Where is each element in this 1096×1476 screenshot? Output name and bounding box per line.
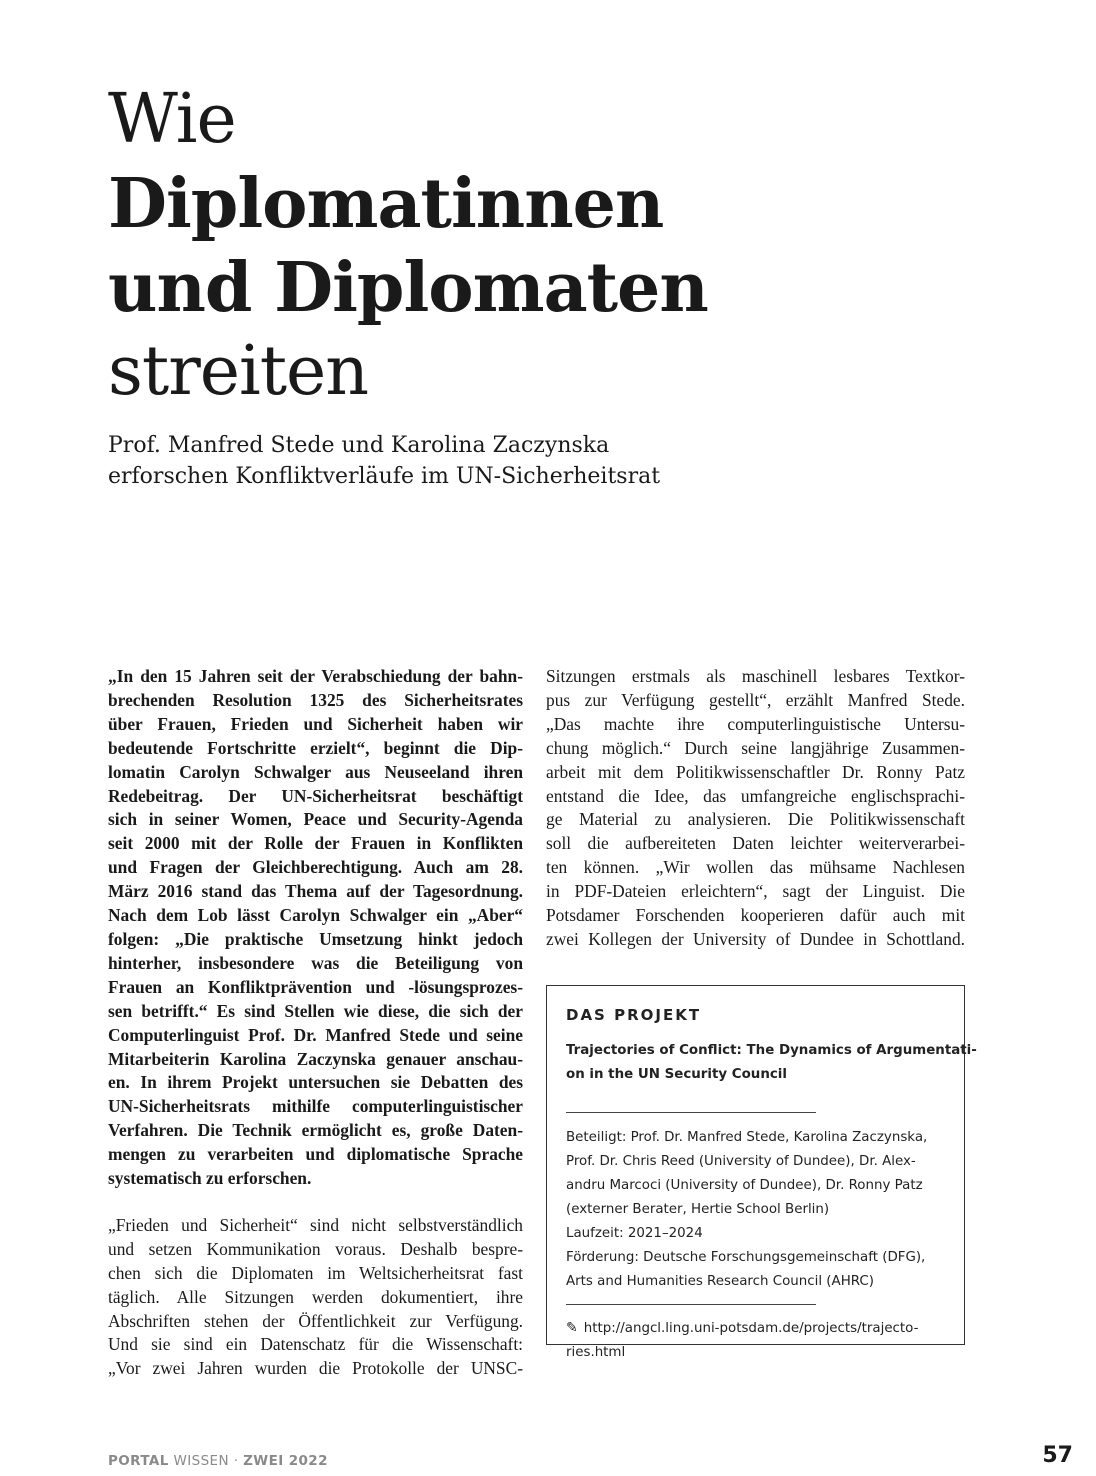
project-link-line[interactable]: ries.html bbox=[566, 1345, 626, 1360]
project-detail-line: Arts and Humanities Research Council (AHRC) bbox=[566, 1274, 874, 1289]
body-line: soll die aufbereiteten Daten leichter weiterverarbei- bbox=[546, 833, 965, 854]
body-line: pus zur Verfügung gestellt“, erzählt Manfred Stede. bbox=[546, 689, 965, 710]
body-line: ge Material zu analysieren. Die Politikwissenschaft bbox=[546, 809, 965, 830]
subtitle-line: erforschen Konfliktverläufe im UN-Sicherheitsrat bbox=[108, 464, 661, 489]
title-line: Wie bbox=[108, 80, 236, 159]
lead-line: Frauen an Konfliktprävention und -lösungsprozes- bbox=[108, 976, 523, 997]
article-title bbox=[108, 78, 708, 414]
project-details bbox=[566, 1126, 927, 1294]
body-line: Sitzungen erstmals als maschinell lesbares Textkor- bbox=[546, 666, 965, 686]
project-link-line[interactable] bbox=[566, 1316, 918, 1341]
project-detail-line: Förderung: Deutsche Forschungsgemeinschaft (DFG), bbox=[566, 1250, 926, 1265]
title-line: streiten bbox=[108, 332, 369, 411]
footer-section: WISSEN bbox=[173, 1453, 229, 1469]
lead-line: sich in seiner Women, Peace und Security-Agenda bbox=[108, 809, 523, 830]
lead-line: lomatin Carolyn Schwalger aus Neuseeland ihren bbox=[108, 761, 523, 782]
lead-line: UN-Sicherheitsrats mithilfe computerlinguistischer bbox=[108, 1096, 523, 1117]
project-title-line: Trajectories of Conflict: The Dynamics of Argumentati- bbox=[566, 1043, 977, 1058]
lead-line: „In den 15 Jahren seit der Verabschiedung der bahn- bbox=[108, 666, 523, 686]
body-line: entstand die Idee, das umfangreiche englischsprachi- bbox=[546, 785, 965, 806]
body-line: ten können. „Wir wollen das mühsame Nachlesen bbox=[546, 857, 965, 878]
lead-line: brechenden Resolution 1325 des Sicherheitsrates bbox=[108, 689, 523, 710]
body-line: Potsdamer Forschenden kooperieren dafür auch mit bbox=[546, 905, 965, 926]
footer-separator: · bbox=[233, 1453, 239, 1469]
title-line: und Diplomaten bbox=[108, 248, 708, 328]
footer-issue: ZWEI 2022 bbox=[243, 1453, 328, 1469]
project-title bbox=[566, 1039, 977, 1087]
lead-line: Computerlinguist Prof. Dr. Manfred Stede und seine bbox=[108, 1024, 523, 1045]
project-info-box bbox=[546, 985, 977, 1360]
lead-line: hinterher, insbesondere was die Beteiligung von bbox=[108, 952, 523, 973]
subtitle-line: Prof. Manfred Stede und Karolina Zaczynska bbox=[108, 433, 610, 458]
box-divider bbox=[566, 1304, 816, 1305]
body-line: Abschriften stehen der Öffentlichkeit zur Verfügung. bbox=[108, 1310, 523, 1331]
project-detail-line: Prof. Dr. Chris Reed (University of Dundee), Dr. Alex- bbox=[566, 1154, 916, 1169]
body-line: „Das machte ihre computerlinguistische Untersu- bbox=[546, 713, 965, 734]
body-line: chen sich die Diplomaten im Weltsicherheitsrat fast bbox=[108, 1262, 523, 1283]
project-box-heading: DAS PROJEKT bbox=[566, 1006, 702, 1024]
lead-line: über Frauen, Frieden und Sicherheit haben wir bbox=[108, 713, 523, 734]
project-detail-line: Laufzeit: 2021–2024 bbox=[566, 1226, 703, 1241]
project-detail-line: Beteiligt: Prof. Dr. Manfred Stede, Karolina Zaczynska, bbox=[566, 1130, 928, 1145]
title-line: Diplomatinnen bbox=[108, 164, 664, 244]
page-number: 57 bbox=[1042, 1443, 1073, 1468]
project-detail-line: (externer Berater, Hertie School Berlin) bbox=[566, 1202, 830, 1217]
right-column bbox=[546, 665, 965, 952]
body-line: „Frieden und Sicherheit“ sind nicht selbstverständlich bbox=[108, 1214, 523, 1235]
lead-line: mengen zu verarbeiten und diplomatische Sprache bbox=[108, 1144, 523, 1165]
footer-magazine: PORTAL bbox=[108, 1453, 169, 1469]
lead-line: en. In ihrem Projekt untersuchen sie Debatten des bbox=[108, 1072, 523, 1093]
pencil-icon: ✎ bbox=[566, 1320, 578, 1336]
body-line: chung möglich.“ Durch seine langjährige Zusammen- bbox=[546, 737, 965, 758]
body-line: und setzen Kommunikation voraus. Deshalb bespre- bbox=[108, 1238, 523, 1259]
project-title-line: on in the UN Security Council bbox=[566, 1067, 787, 1082]
body-line: „Vor zwei Jahren wurden die Protokolle der UNSC- bbox=[108, 1358, 523, 1379]
lead-paragraph bbox=[108, 665, 523, 1191]
article-subtitle bbox=[108, 430, 868, 492]
project-link-text[interactable]: http://angcl.ling.uni-potsdam.de/projects/trajecto- bbox=[583, 1321, 919, 1336]
lead-line: folgen: „Die praktische Umsetzung hinkt jedoch bbox=[108, 928, 523, 949]
page-footer bbox=[108, 1453, 328, 1469]
project-link[interactable] bbox=[566, 1316, 918, 1365]
lead-line: und Fragen der Gleichberechtigung. Auch am 28. bbox=[108, 857, 523, 878]
lead-line: Nach dem Lob lässt Carolyn Schwalger ein „Aber“ bbox=[108, 905, 523, 926]
box-divider bbox=[566, 1112, 816, 1113]
lead-line: bedeutende Fortschritte erzielt“, beginnt die Dip- bbox=[108, 737, 523, 758]
body-line: in PDF-Dateien erleichtern“, sagt der Linguist. Die bbox=[546, 881, 965, 902]
body-paragraph bbox=[108, 1214, 523, 1381]
project-detail-line: andru Marcoci (University of Dundee), Dr. Ronny Patz bbox=[566, 1178, 923, 1193]
lead-line: systematisch zu erforschen. bbox=[108, 1168, 312, 1189]
lead-line: Mitarbeiterin Karolina Zaczynska genauer anschau- bbox=[108, 1048, 523, 1069]
lead-line: März 2016 stand das Thema auf der Tagesordnung. bbox=[108, 881, 523, 902]
body-line: arbeit mit dem Politikwissenschaftler Dr. Ronny Patz bbox=[546, 761, 965, 782]
body-line: täglich. Alle Sitzungen werden dokumentiert, ihre bbox=[108, 1286, 523, 1307]
lead-line: Redebeitrag. Der UN-Sicherheitsrat beschäftigt bbox=[108, 785, 523, 806]
lead-line: sen betrifft.“ Es sind Stellen wie diese, die sich der bbox=[108, 1000, 523, 1021]
lead-line: Verfahren. Die Technik ermöglicht es, große Daten- bbox=[108, 1120, 523, 1141]
body-line: Und sie sind ein Datenschatz für die Wissenschaft: bbox=[108, 1334, 523, 1355]
left-column bbox=[108, 665, 523, 1381]
lead-line: seit 2000 mit der Rolle der Frauen in Konflikten bbox=[108, 833, 523, 854]
body-line: zwei Kollegen der University of Dundee in Schottland. bbox=[546, 928, 965, 949]
